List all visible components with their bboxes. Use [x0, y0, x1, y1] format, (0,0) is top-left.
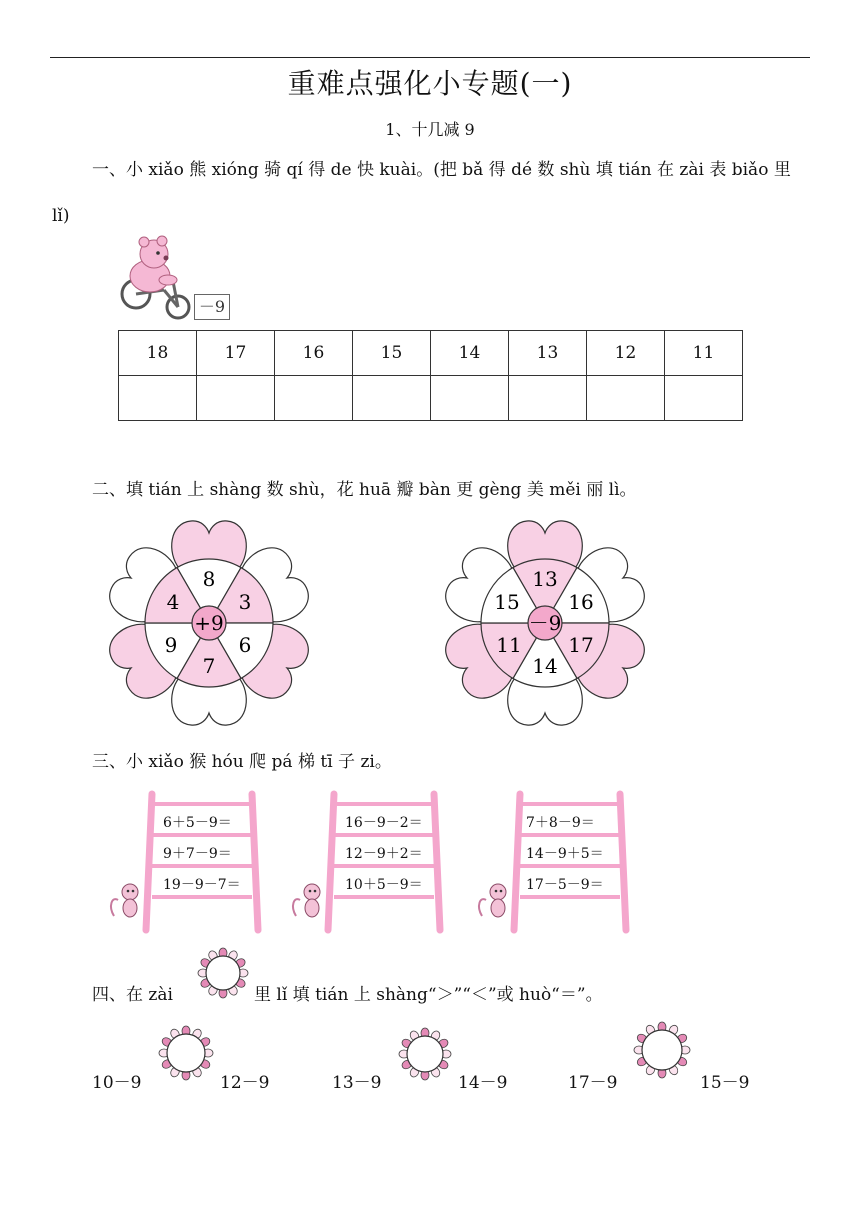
flower-center-label: +9 [194, 611, 224, 635]
wedge-number: 7 [202, 654, 216, 678]
table-row [119, 331, 743, 376]
answer-cell[interactable] [431, 376, 509, 421]
answer-circle[interactable] [167, 1034, 205, 1072]
table-header-cell: 17 [197, 331, 275, 376]
ladder-equation: 7＋8－9＝ [526, 815, 595, 831]
answer-circle[interactable] [206, 956, 240, 990]
answer-flower-2[interactable] [397, 1026, 453, 1082]
ladder-rail [514, 794, 520, 930]
ladder-equation: 14－9＋5＝ [526, 846, 604, 862]
ladder-rail [252, 794, 258, 930]
q4-instruction-end: 里 lǐ 填 tián 上 shàng“＞”“＜”或 huò“＝”。 [254, 985, 603, 1005]
table-header-cell: 18 [119, 331, 197, 376]
ladder-equation: 12－9＋2＝ [345, 846, 423, 862]
answer-flower-1[interactable] [157, 1024, 215, 1082]
table-header-cell: 16 [275, 331, 353, 376]
answer-circle[interactable] [407, 1036, 443, 1072]
q3-instruction: 三、小 xiǎo 猴 hóu 爬 pá 梯 tī 子 zi。 [92, 752, 392, 772]
table-header-cell: 11 [665, 331, 743, 376]
page-subtitle: 1、十几减 9 [385, 120, 475, 139]
ladder-equation: 10＋5－9＝ [345, 877, 423, 893]
q1-answer-table [118, 330, 743, 421]
ladder-rail [434, 794, 440, 930]
wedge-number: 14 [532, 654, 558, 678]
answer-cell[interactable] [353, 376, 431, 421]
ladder-equation: 17－5－9＝ [526, 877, 604, 893]
answer-cell[interactable] [665, 376, 743, 421]
answer-circle[interactable] [642, 1030, 682, 1070]
wedge-number: 11 [496, 633, 522, 657]
ladder-rail [328, 794, 334, 930]
answer-cell[interactable] [509, 376, 587, 421]
flower-addition [104, 518, 314, 728]
wedge-number: 15 [494, 590, 520, 614]
q4-instruction-start: 四、在 zài [92, 985, 173, 1005]
wedge-number: 9 [164, 633, 178, 657]
ladder-equation: 19－9－7＝ [163, 877, 241, 893]
monkey-illustration [293, 884, 320, 917]
q2-instruction: 二、填 tián 上 shàng 数 shù，花 huā 瓣 bàn 更 gèng 美 měi 丽 lì。 [92, 480, 637, 500]
compare-left-1: 10－9 [92, 1073, 142, 1093]
table-header-cell: 12 [587, 331, 665, 376]
compare-left-3: 17－9 [568, 1073, 618, 1093]
compare-right-1: 12－9 [220, 1073, 270, 1093]
page-title: 重难点强化小专题(一) [287, 67, 573, 100]
table-row [119, 376, 743, 421]
wedge-number: 13 [532, 567, 558, 591]
answer-flower-3[interactable] [632, 1020, 692, 1080]
wedge-number: 17 [568, 633, 594, 657]
table-header-cell: 14 [431, 331, 509, 376]
wedge-number: 16 [568, 590, 594, 614]
top-rule [50, 57, 810, 58]
table-header-cell: 15 [353, 331, 431, 376]
answer-cell[interactable] [275, 376, 353, 421]
ladder-equation: 16－9－2＝ [345, 815, 423, 831]
ladder-rail [620, 794, 626, 930]
flower-circle-icon [196, 946, 250, 1000]
q1-instruction-line1: 一、小 xiǎo 熊 xióng 骑 qí 得 de 快 kuài。(把 bǎ 得 dé 数 shù 填 tián 在 zài 表 biǎo 里 [92, 160, 791, 180]
answer-cell[interactable] [197, 376, 275, 421]
monkey-illustration [111, 884, 138, 917]
ladder-equation: 9＋7－9＝ [163, 846, 232, 862]
wedge-number: 8 [202, 567, 216, 591]
flower-subtraction [440, 518, 650, 728]
compare-right-2: 14－9 [458, 1073, 508, 1093]
ladder-rail [146, 794, 152, 930]
compare-right-3: 15－9 [700, 1073, 750, 1093]
q1-instruction-line2: lǐ) [52, 206, 70, 226]
flower-center-label: －9 [528, 611, 562, 635]
q1-operator-box: －9 [194, 294, 230, 320]
answer-cell[interactable] [119, 376, 197, 421]
wedge-number: 6 [238, 633, 252, 657]
monkey-illustration [479, 884, 506, 917]
table-header-cell: 13 [509, 331, 587, 376]
wedge-number: 4 [166, 590, 180, 614]
wedge-number: 3 [238, 590, 252, 614]
ladder-equation: 6＋5－9＝ [163, 815, 232, 831]
compare-left-2: 13－9 [332, 1073, 382, 1093]
answer-cell[interactable] [587, 376, 665, 421]
